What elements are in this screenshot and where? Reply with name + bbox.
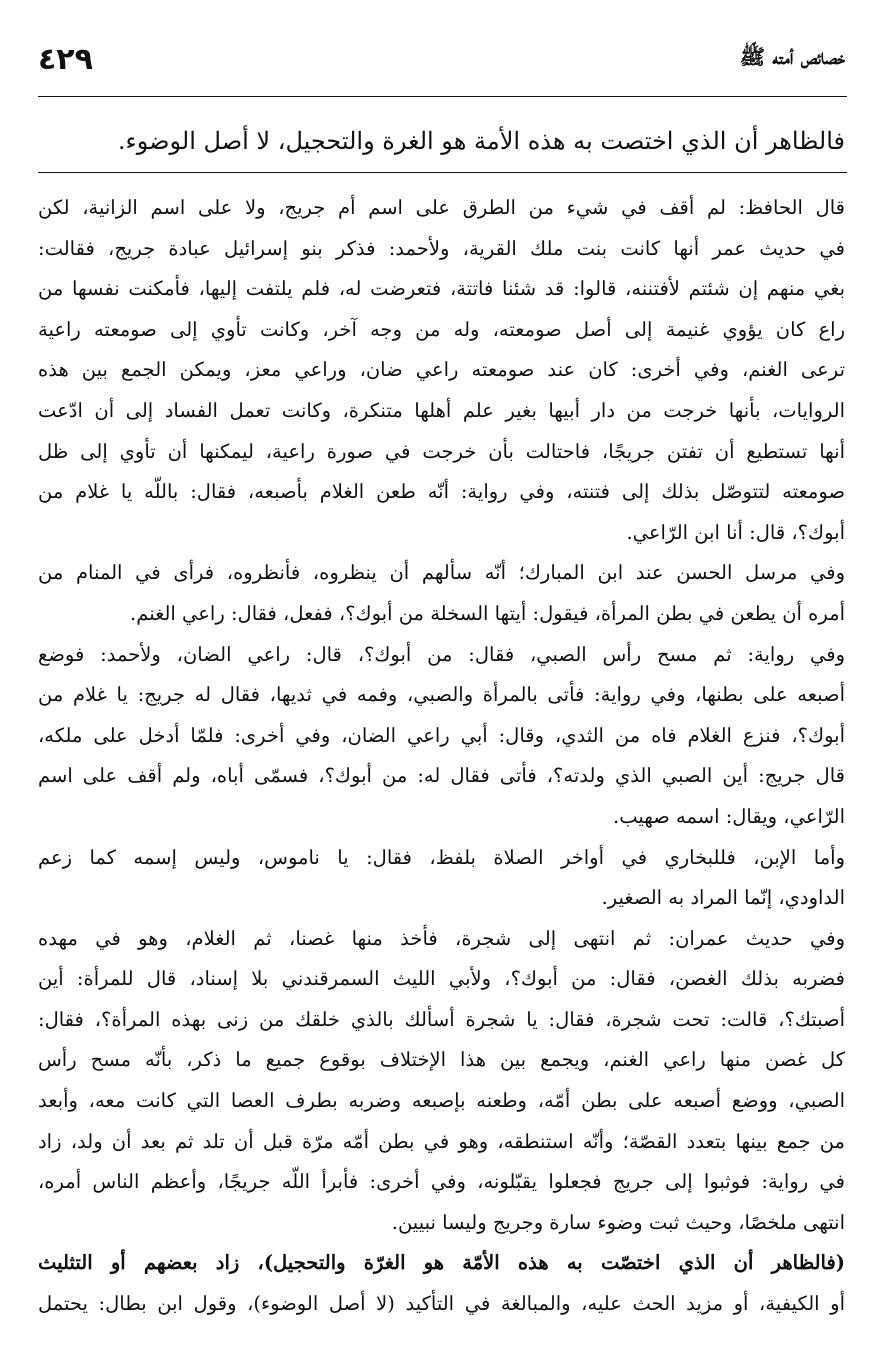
text-line: الروايات، بأنها خرجت من دار أبيها بغير علم أهلها متنكرة، وكانت تعمل الفساد إلى أن ادّعت — [38, 398, 845, 422]
text-line: الداودي، إنّما المراد به الصغير. — [601, 886, 845, 910]
text-line: في رواية: فوثبوا إلى جريج فجعلوا يقبّلونه، وفي أخرى: فأبرأ اللّه جريجًا، وأعظم الناس أمره، — [38, 1170, 845, 1194]
text-line: فضربه بذلك الغصن، فقال: من أبوك؟، ولأبي الليث السمرقندني بلا إسناد، قال للمرأة: أين — [38, 967, 845, 991]
matn-separator-rule — [38, 172, 847, 173]
text-line: الرّاعي، ويقال: اسمه صهيب. — [613, 804, 845, 828]
text-line: الصبي، ووضع أصبعه على بطن أمّه، وطعنه بإصبعه وضربه بطرف العصا التي كانت معه، وأبعد — [38, 1089, 845, 1113]
text-line: أو الكيفية، أو مزيد الحث عليه، والمبالغة في التأكيد (لا أصل الوضوء)، وقول ابن بطال: يحتمل — [38, 1292, 846, 1316]
text-line: وفي حديث عمران: ثم انتهى إلى شجرة، فأخذ منها غصنا، ثم الغلام، وهو في مهده — [38, 926, 845, 950]
text-line: وفي مرسل الحسن عند ابن المبارك؛ أنّه سألهم أن ينظروه، فأنظروه، فرأى في المنام من — [38, 561, 845, 585]
page-number: ٤٢٩ — [38, 42, 93, 77]
text-line: أصبعه على بطنها، وفي رواية: فأتى بالمرأة والصبي، وفمه في ثديها، فقال له جريج: يا غلام من — [38, 683, 845, 707]
text-line: في حديث عمر أنها كانت بنت ملك القرية، ولأحمد: فذكر بنو إسرائيل عبادة جريج، فقالت: — [38, 236, 845, 260]
commentary-body — [38, 188, 845, 1325]
text-line: أبوك؟، فنزع الغلام فاه من الثدي، وقال: أبي راعي الضان، وفي أخرى: فلمّا أدخل على ملكه، — [38, 723, 845, 747]
matn-text: فالظاهر أن الذي اختصت به هذه الأمة هو الغرة والتحجيل، لا أصل الوضوء. — [117, 127, 845, 155]
text-line: وأما الإبن، فللبخاري في أواخر الصلاة بلفظ، فقال: يا ناموس، وليس إسمه كما زعم — [38, 845, 845, 869]
text-line: أصبتك؟، قالت: تحت شجرة، فقال: يا شجرة أسألك بالذي خلقك من زنى بهذه المرأة؟، فقال: — [38, 1007, 845, 1031]
text-line: انتهى ملخصًا، وحيث ثبت وضوء سارة وجريج وليسا نبيين. — [391, 1210, 845, 1234]
text-line: راع كان يؤوي غنيمة إلى أصل صومعته، وله من وجه آخر، وكانت تأوي إلى صومعته راعية — [38, 317, 845, 341]
page-header — [38, 42, 845, 94]
text-line: من جمع بينها بتعدد القصّة؛ وأنّه استنطقه، وهو في بطن أمّه مرّة قبل أن تلد ثم بعد أن ولد، زاد — [38, 1129, 845, 1153]
text-line: ترعى الغنم، وفي أخرى: كان عند صومعته راعي ضان، وراعي معز، ويمكن الجمع بين هذه — [38, 358, 845, 382]
text-line: (فالظاهر أن الذي اختصّت به هذه الأمّة هو الغرّة والتحجيل)، زاد بعضهم أو التثليث — [38, 1251, 845, 1275]
running-title: خصائص أمته ﷺ — [739, 44, 845, 69]
header-rule — [38, 96, 847, 97]
text-line: قال جريج: أين الصبي الذي ولدته؟، فأتى فقال له: من أبوك؟، فسمّى أباه، ولم أقف على اسم — [38, 764, 845, 788]
text-line: وفي رواية: ثم مسح رأس الصبي، فقال: من أبوك؟، قال: راعي الضان، ولأحمد: فوضع — [38, 642, 845, 666]
text-line: أنها تستطيع أن تفتن جريجًا، فاحتالت بأن خرجت في صورة راعية، ليمكنها أن تأوي إلى ظل — [38, 439, 845, 463]
text-line: كل غصن منها راعي الغنم، ويجمع بين هذا الإختلاف بوقوع جميع ما ذكر، بأنّه مسح رأس — [38, 1048, 845, 1072]
text-line: أمره أن يطعن في بطن المرأة، فيقول: أيتها السخلة من أبوك؟، ففعل، فقال: راعي الغنم. — [130, 601, 845, 625]
text-line: قال الحافظ: لم أقف في شيء من الطرق على اسم أم جريج، ولا على اسم الزانية، لكن — [38, 196, 845, 219]
text-line: بغي منهم إن شئتم لأفتننه، قالوا: قد شئنا فاتتة، فتعرضت له، فلم يلتفت إليها، فأمكنت نفسها من — [38, 277, 845, 301]
text-line: صومعته لتتوصّل بذلك إلى فتنته، وفي رواية: أنّه طعن الغلام بأصبعه، فقال: باللّه يا غلام من — [38, 480, 845, 504]
text-line: أبوك؟، قال: أنا ابن الرّاعي. — [626, 520, 845, 544]
